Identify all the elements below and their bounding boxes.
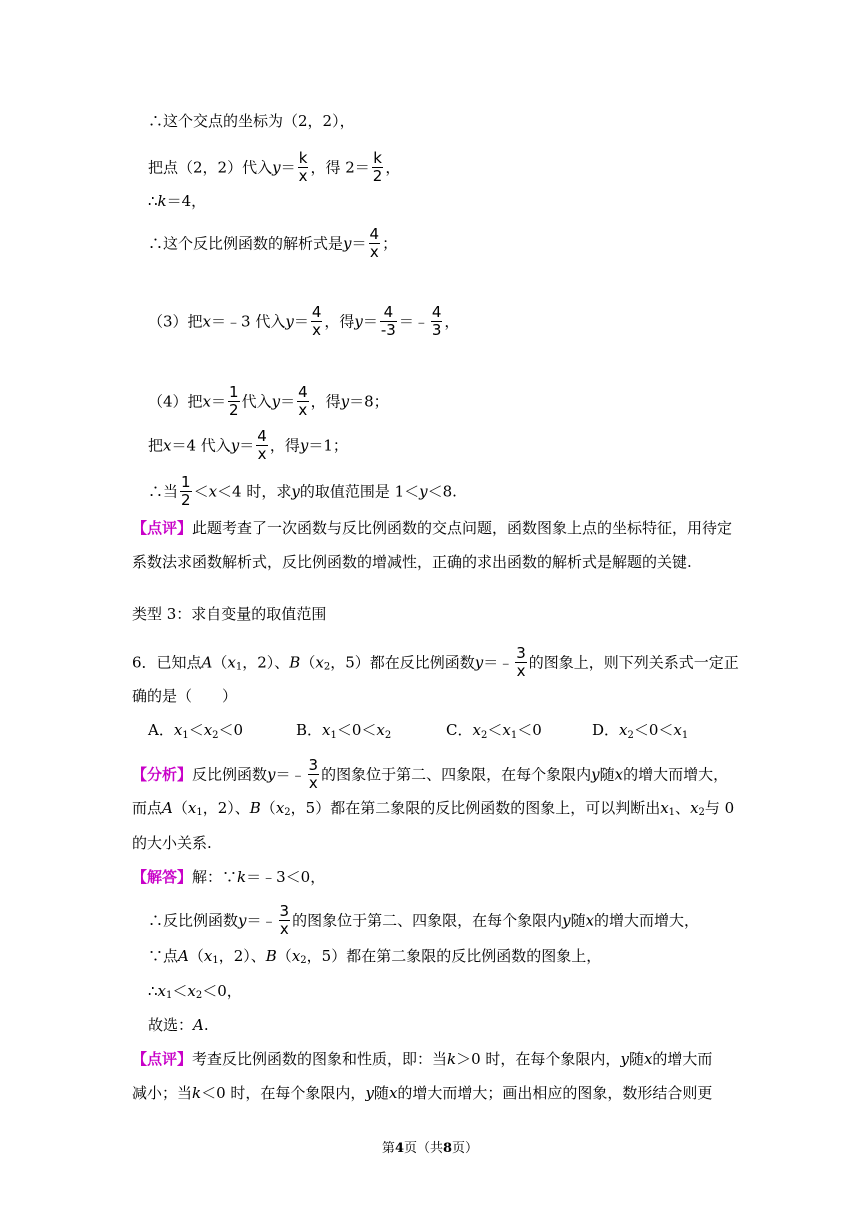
text: 把: [148, 436, 164, 455]
text: 确的是（ ）: [132, 687, 238, 705]
text: ＜8.: [427, 482, 457, 501]
text: ＝: [211, 392, 227, 411]
subscript: 2: [384, 730, 392, 741]
text: （4）把: [148, 392, 203, 411]
text: 而点: [132, 799, 163, 817]
subscript: 2: [195, 990, 203, 1001]
page-total: 8: [443, 1141, 453, 1156]
var: x: [502, 721, 511, 739]
text: 的增大而增大；画出相应的图象，数形结合则更: [397, 1084, 713, 1102]
text: 页（共: [403, 1141, 443, 1156]
answer-line-1: [132, 866, 325, 887]
text: ＜: [193, 482, 209, 501]
comment-tag: 【点评】: [132, 1050, 193, 1068]
solution-line-3: [148, 190, 206, 211]
text: 的增大而: [652, 1050, 713, 1068]
text: 的增大而增大，: [594, 911, 700, 930]
text: 的增大而增大，: [623, 765, 729, 784]
var: x: [643, 1050, 653, 1068]
var: B: [265, 947, 277, 965]
var: x: [187, 982, 196, 1000]
fraction: [228, 384, 240, 419]
var: y: [419, 482, 428, 501]
var: x: [690, 799, 699, 817]
text: ＝: [280, 392, 296, 411]
var: x: [208, 482, 218, 501]
subscript: 2: [698, 807, 705, 818]
subscript: 2: [300, 955, 307, 966]
var: x: [203, 947, 213, 965]
var: k: [447, 1050, 457, 1068]
text: 的图象位于第二、四象限，在每个象限内: [321, 765, 592, 784]
var: y: [340, 392, 350, 411]
fraction: [372, 150, 384, 185]
var: y: [591, 765, 600, 784]
var: y: [267, 765, 276, 784]
var: x: [322, 721, 331, 739]
var: x: [227, 653, 236, 672]
text: 与 0: [704, 799, 735, 817]
subscript: 1: [182, 730, 189, 741]
text: （3）把: [148, 312, 203, 331]
var: y: [238, 911, 247, 930]
text: ＜0 时，在每个象限内，: [201, 1084, 366, 1102]
text: C．: [446, 721, 473, 739]
var: x: [291, 947, 301, 965]
text: ＝﹣: [398, 312, 429, 331]
subscript: 1: [681, 730, 689, 741]
options-row: [148, 720, 748, 740]
subscript: 2: [480, 730, 488, 741]
analysis-line-1: [132, 757, 728, 792]
text: ＜0: [517, 721, 542, 739]
var: k: [237, 868, 247, 886]
text: ＜: [188, 721, 204, 739]
text: （: [172, 799, 188, 817]
var: x: [202, 312, 212, 331]
var: A: [162, 799, 173, 817]
text: （: [188, 947, 204, 965]
text: ＝8；: [349, 392, 389, 411]
numerator: 3: [516, 644, 526, 662]
text: ＜0＜: [336, 721, 377, 739]
numerator: 4: [431, 303, 442, 321]
solution-line-2: [148, 150, 400, 185]
text: ＝﹣: [246, 911, 277, 930]
denominator: 2: [181, 491, 191, 509]
text: ＝: [293, 312, 309, 331]
text: ＝: [239, 436, 255, 455]
numerator: 3: [279, 902, 290, 920]
text: B．: [296, 721, 323, 739]
numerator: 4: [369, 225, 380, 243]
answer-line-2: [148, 903, 699, 938]
var: x: [619, 721, 628, 739]
text: ＝﹣3＜0，: [246, 868, 326, 886]
text: ，5）都在反比例函数: [330, 653, 475, 672]
denominator: x: [308, 774, 318, 792]
var: x: [315, 653, 324, 672]
var: y: [230, 436, 240, 455]
text: （: [260, 799, 276, 817]
text: ＜0: [218, 721, 244, 739]
text: ＝﹣3 代入: [211, 312, 286, 331]
text: ，得: [310, 392, 341, 411]
question-6-line-2: [132, 685, 237, 706]
text: ＝﹣: [275, 765, 306, 784]
text: ，2）、: [202, 799, 250, 817]
text: ，: [385, 158, 401, 177]
answer-line-4: [148, 980, 242, 1006]
fraction: [297, 384, 309, 419]
text: ＜0＜: [633, 721, 674, 739]
text: ∴: [148, 982, 158, 1000]
comment-tag: 【点评】: [132, 519, 193, 537]
var: y: [272, 158, 281, 177]
denominator: 2: [229, 401, 239, 419]
text: ∴当: [148, 482, 179, 501]
numerator: 1: [229, 383, 239, 401]
text: ＜0，: [202, 982, 242, 1000]
text: 把点（2，2）代入: [148, 158, 273, 177]
subscript: 2: [284, 807, 291, 818]
var: x: [163, 436, 172, 455]
denominator: x: [298, 401, 308, 419]
solution-line-7: [148, 428, 348, 463]
fraction: [311, 304, 323, 339]
answer-line-3: [148, 945, 601, 971]
var: y: [271, 392, 281, 411]
var: k: [157, 192, 167, 210]
fraction: [369, 226, 381, 261]
numerator: 4: [257, 427, 267, 445]
var: x: [472, 721, 481, 739]
text: ＝1；: [308, 436, 348, 455]
numerator: 3: [308, 756, 319, 774]
numerator: k: [373, 149, 382, 167]
subscript: 1: [510, 730, 518, 741]
analysis-tag: 【分析】: [132, 765, 193, 784]
comment-1-line-2: [132, 551, 692, 572]
text: 随: [628, 1050, 644, 1068]
text: ＝: [351, 234, 367, 253]
subscript: 1: [166, 990, 173, 1001]
var: k: [192, 1084, 202, 1102]
var: x: [173, 721, 183, 739]
answer-tag: 【解答】: [132, 868, 193, 886]
text: ，5）都在第二象限的反比例函数的图象上，可以判断出: [290, 799, 661, 817]
text: ∴这个反比例函数的解析式是: [148, 234, 344, 253]
text: ＝﹣: [483, 653, 514, 672]
text: ，2）、: [242, 653, 290, 672]
subscript: 1: [212, 955, 219, 966]
text: 减小；当: [132, 1084, 193, 1102]
denominator: x: [298, 167, 308, 185]
text: ∴反比例函数: [148, 911, 239, 930]
solution-line-8: [148, 474, 457, 509]
fraction: [308, 757, 320, 792]
subscript: 1: [330, 730, 337, 741]
var: B: [289, 653, 301, 672]
text: 6．已知点: [132, 653, 202, 672]
var: x: [157, 982, 167, 1000]
solution-line-6: [148, 384, 389, 419]
analysis-line-3: [132, 832, 212, 853]
page-footer: [0, 1140, 860, 1158]
fraction: [180, 474, 192, 509]
var: y: [285, 312, 294, 331]
var: x: [614, 765, 624, 784]
option-c[interactable]: [446, 720, 542, 746]
numerator: 4: [380, 304, 397, 322]
var: x: [660, 799, 669, 817]
var: y: [354, 312, 363, 331]
denominator: x: [312, 321, 322, 339]
fraction: [515, 645, 527, 680]
solution-line-1: [148, 110, 355, 131]
text: 的图象位于第二、四象限，在每个象限内: [292, 911, 563, 930]
text: ，5）都在第二象限的反比例函数的图象上，: [306, 947, 602, 965]
section-heading: [132, 603, 326, 624]
text: ∴这个交点的坐标为（2，2），: [148, 112, 355, 130]
text: .: [203, 1016, 209, 1034]
var: y: [365, 1084, 374, 1102]
text: 的大小关系.: [132, 834, 212, 852]
comment-1-line-1: [132, 517, 732, 538]
fraction: [256, 428, 268, 463]
fraction: [380, 304, 397, 339]
subscript: 2: [212, 730, 219, 741]
text: 代入: [241, 392, 272, 411]
text: ＜4 时，求: [217, 482, 292, 501]
var: A: [193, 1016, 204, 1034]
var: x: [203, 721, 213, 739]
denominator: x: [369, 243, 379, 261]
option-d[interactable]: [592, 720, 688, 746]
page-number: 4: [394, 1141, 404, 1156]
subscript: 2: [323, 661, 331, 673]
text: 考查反比例函数的图象和性质，即：当: [192, 1050, 448, 1068]
var: x: [187, 799, 197, 817]
subscript: 1: [235, 661, 243, 673]
comment-2-line-1: [132, 1048, 712, 1069]
numerator: 1: [181, 473, 191, 491]
subscript: 1: [196, 807, 203, 818]
text: 反比例函数: [192, 765, 268, 784]
text: ，得: [324, 312, 355, 331]
solution-line-5: [148, 304, 459, 339]
var: A: [178, 947, 189, 965]
text: ，得 2＝: [310, 158, 370, 177]
var: x: [585, 911, 595, 930]
text: ，得: [269, 436, 300, 455]
var: x: [673, 721, 682, 739]
var: x: [376, 721, 385, 739]
var: A: [201, 653, 213, 672]
text: ＝: [280, 158, 296, 177]
var: x: [275, 799, 285, 817]
text: ＞0 时，在每个象限内，: [456, 1050, 621, 1068]
var: x: [388, 1084, 398, 1102]
denominator: -3: [380, 321, 396, 339]
subscript: 1: [668, 807, 676, 818]
text: ∴: [148, 192, 158, 210]
text: 的图象上，则下列关系式一定正: [528, 653, 739, 672]
text: 故选：: [148, 1016, 194, 1034]
text: D．: [592, 721, 620, 739]
fraction: [431, 304, 443, 339]
text: 解：∵: [192, 868, 238, 886]
text: A．: [148, 721, 174, 739]
text: ＝4，: [166, 192, 207, 210]
subscript: 2: [627, 730, 634, 741]
solution-line-4: [148, 226, 397, 261]
var: y: [474, 653, 484, 672]
var: y: [620, 1050, 629, 1068]
denominator: 3: [431, 321, 442, 339]
answer-line-5: [148, 1014, 209, 1035]
text: （: [212, 653, 228, 672]
numerator: 4: [298, 383, 308, 401]
text: （: [300, 653, 316, 672]
denominator: x: [516, 662, 526, 680]
text: 随: [570, 911, 586, 930]
text: ＝: [362, 312, 378, 331]
text: ＜: [487, 721, 503, 739]
text: 此题考查了一次函数与反比例函数的交点问题，函数图象上点的坐标特征，用待定: [192, 519, 733, 537]
denominator: x: [257, 445, 267, 463]
text: ∵点: [148, 947, 179, 965]
text: 页）: [452, 1141, 479, 1156]
fraction: [298, 150, 309, 185]
fraction: [279, 903, 291, 938]
text: 类型 3：求自变量的取值范围: [132, 605, 327, 623]
numerator: k: [298, 149, 308, 167]
var: B: [249, 799, 261, 817]
var: y: [343, 234, 352, 253]
text: ＝4 代入: [171, 436, 231, 455]
text: ＜: [172, 982, 188, 1000]
text: 的取值范围是 1＜: [299, 482, 420, 501]
denominator: 2: [372, 167, 383, 185]
text: 第: [381, 1141, 395, 1156]
text: ，2）、: [218, 947, 266, 965]
analysis-line-2: [132, 797, 734, 823]
var: y: [291, 482, 300, 501]
text: ；: [382, 234, 398, 253]
option-b[interactable]: [296, 720, 391, 746]
denominator: x: [279, 920, 289, 938]
text: （: [276, 947, 292, 965]
text: 随: [373, 1084, 389, 1102]
comment-2-line-2: [132, 1082, 712, 1103]
var: y: [299, 436, 309, 455]
option-a[interactable]: [148, 720, 243, 746]
var: x: [202, 392, 212, 411]
var: y: [562, 911, 571, 930]
question-6-line-1: [132, 645, 739, 680]
text: 、: [675, 799, 691, 817]
text: ，: [444, 312, 460, 331]
text: 系数法求函数解析式，反比例函数的增减性，正确的求出函数的解析式是解题的关键.: [132, 553, 692, 571]
text: 随: [599, 765, 615, 784]
numerator: 4: [311, 303, 322, 321]
